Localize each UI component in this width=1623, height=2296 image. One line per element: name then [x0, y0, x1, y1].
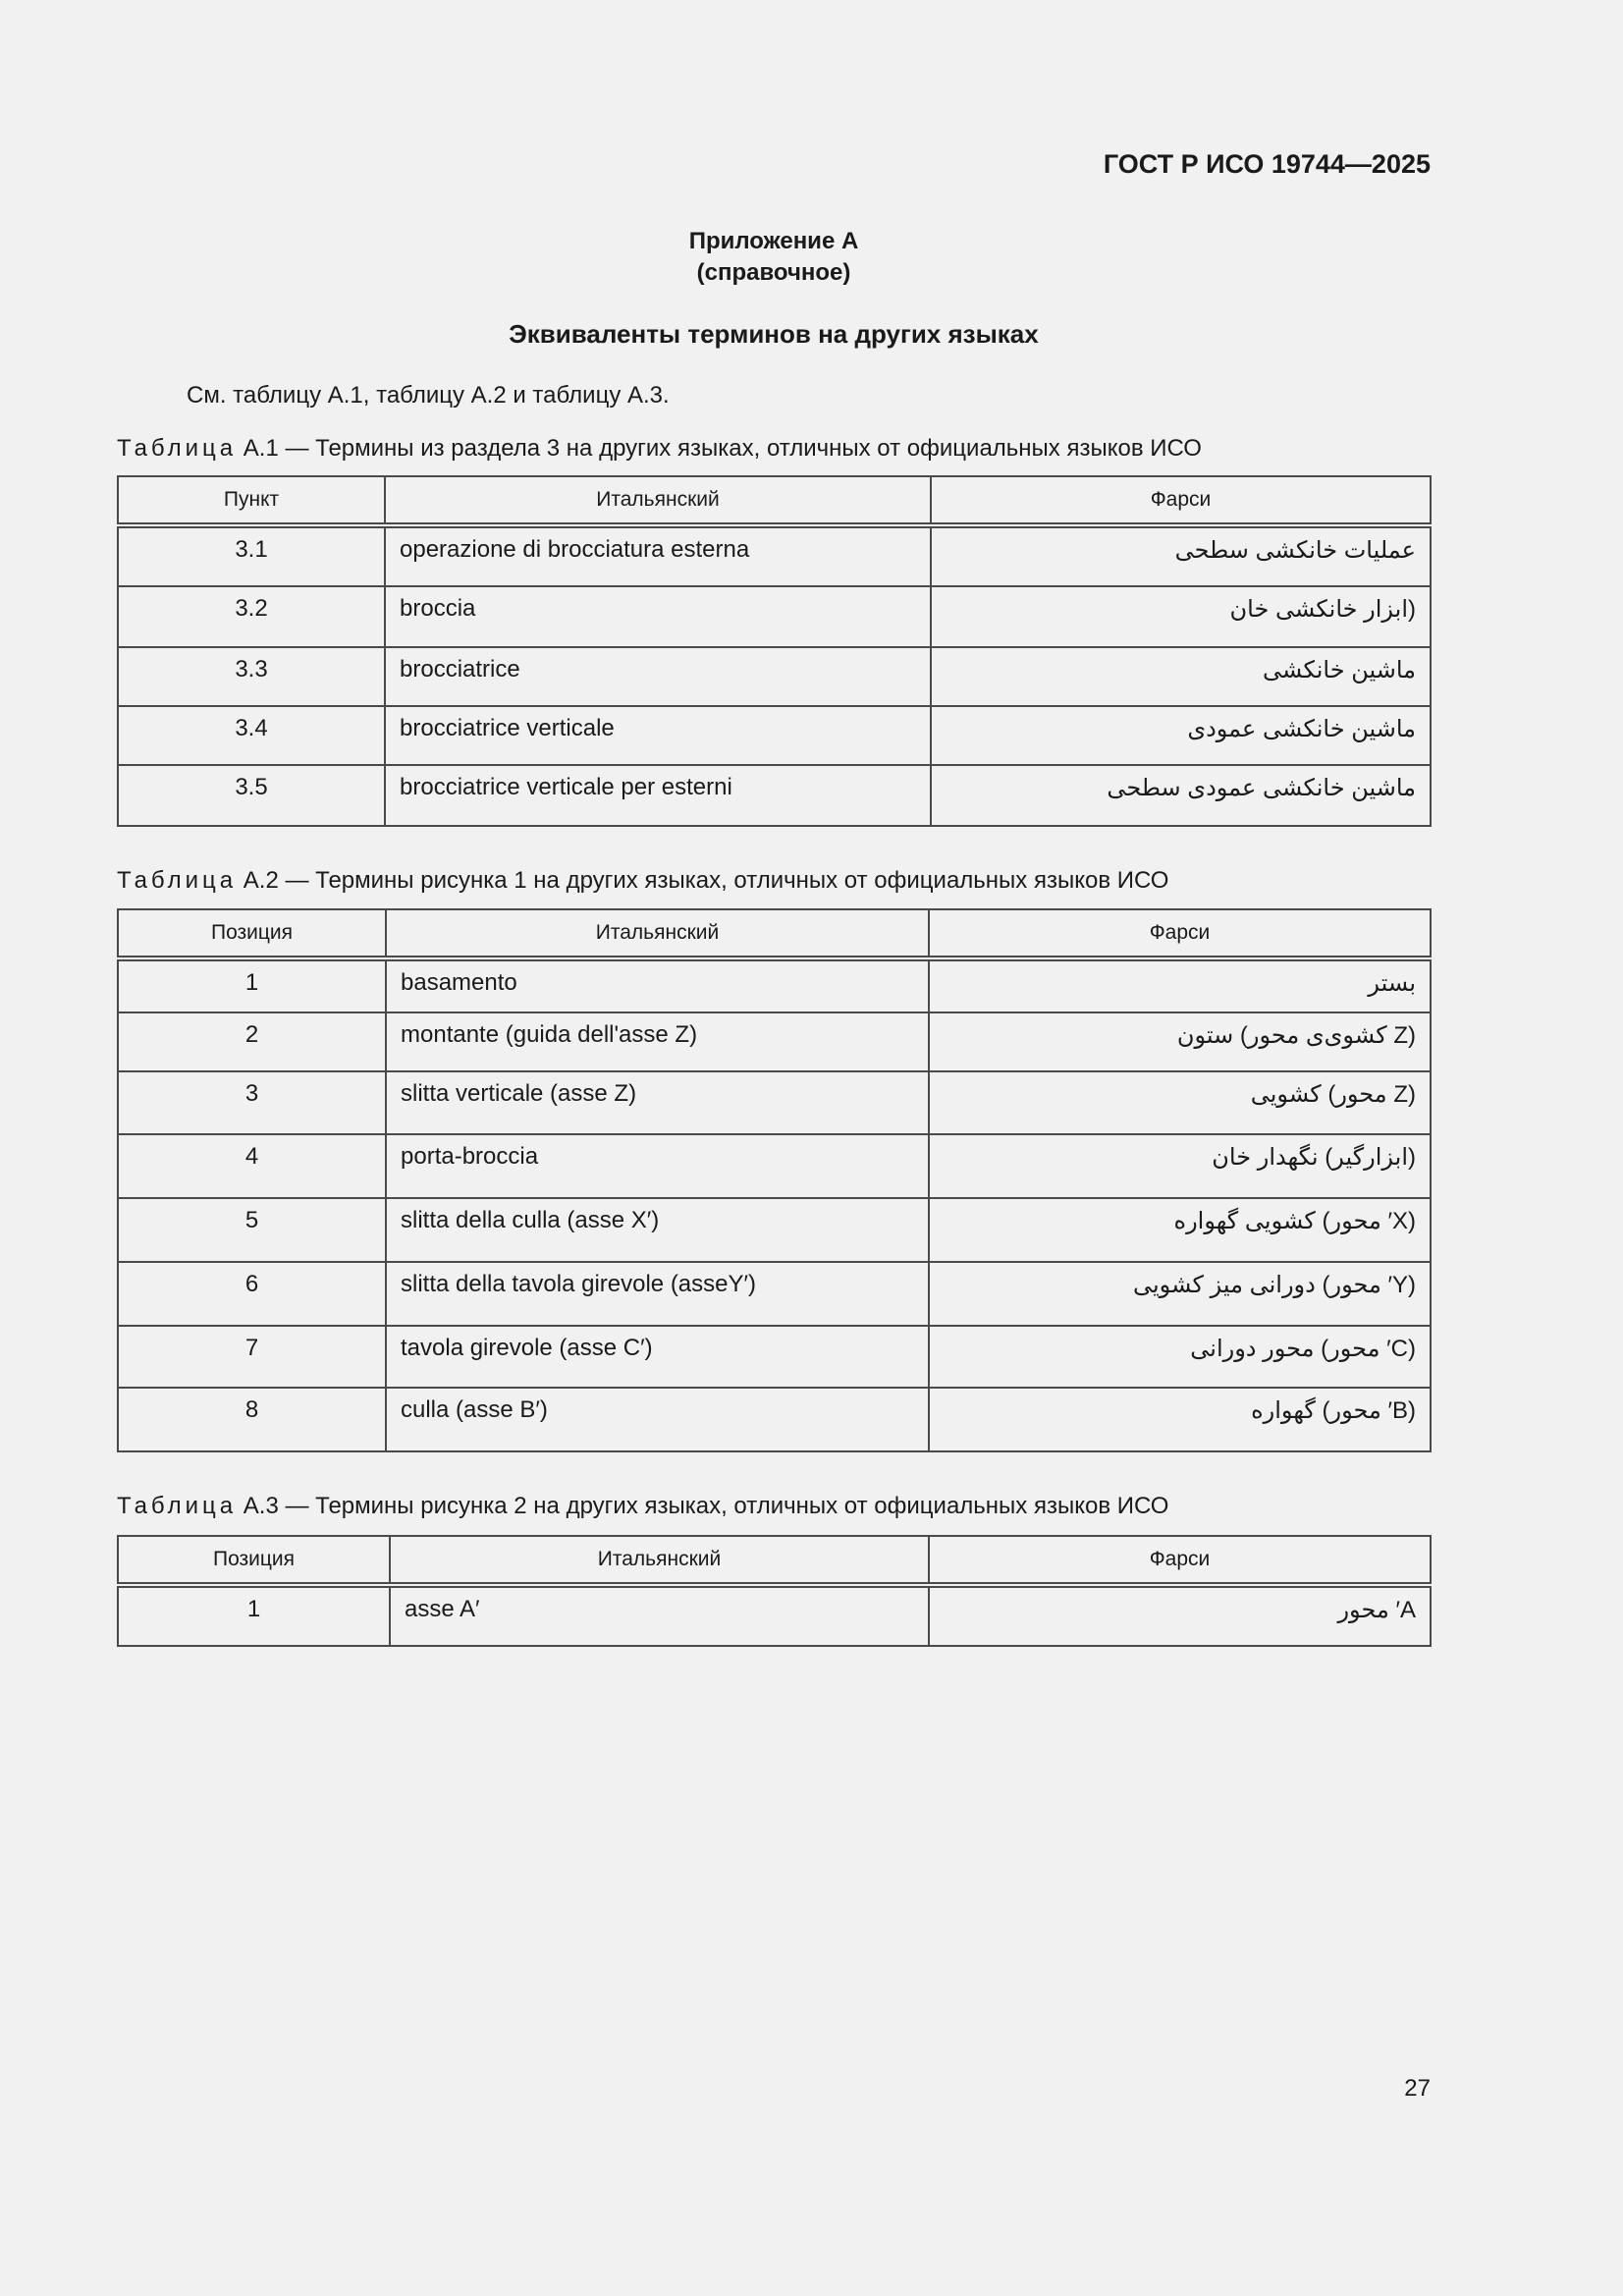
column-header: Итальянский — [390, 1536, 929, 1585]
item-number: 1 — [118, 1585, 390, 1646]
table-row — [118, 1134, 1431, 1198]
farsi-term: عملیات خانکشی سطحی — [931, 525, 1431, 586]
table-row — [118, 647, 1431, 706]
column-header: Пункт — [118, 476, 385, 525]
annex-heading — [0, 226, 1547, 289]
table-a2-caption — [117, 867, 1168, 895]
item-number: 3.4 — [118, 706, 385, 765]
caption-text: А.2 — Термины рисунка 1 на других языках, отличных от официальных языков ИСО — [243, 867, 1169, 894]
farsi-term: ماشین خانکشی — [931, 647, 1431, 706]
table-a3-caption — [117, 1493, 1168, 1520]
column-header: Позиция — [118, 909, 386, 958]
item-number: 8 — [118, 1388, 386, 1451]
table-row — [118, 706, 1431, 765]
page-number: 27 — [1404, 2075, 1431, 2102]
column-header: Итальянский — [386, 909, 929, 958]
table-row — [118, 586, 1431, 647]
italian-term: operazione di brocciatura esterna — [385, 525, 931, 586]
table-a1 — [117, 475, 1432, 827]
caption-label: Таблица — [117, 867, 238, 894]
italian-term: basamento — [386, 958, 929, 1012]
table-row — [118, 1585, 1431, 1646]
item-number: 6 — [118, 1262, 386, 1326]
table-row — [118, 1262, 1431, 1326]
italian-term: broccia — [385, 586, 931, 647]
item-number: 1 — [118, 958, 386, 1012]
caption-label: Таблица — [117, 435, 238, 462]
farsi-term: (ابزارگیر) نگهدار خان — [929, 1134, 1431, 1198]
farsi-term: (ابزار خانکشی خان — [931, 586, 1431, 647]
farsi-term: ماشین خانکشی عمودی — [931, 706, 1431, 765]
farsi-term: (B′ محور) گهواره — [929, 1388, 1431, 1451]
item-number: 2 — [118, 1012, 386, 1071]
item-number: 7 — [118, 1326, 386, 1388]
item-number: 3.2 — [118, 586, 385, 647]
annex-title: Приложение А — [688, 228, 859, 254]
farsi-term: بستر — [929, 958, 1431, 1012]
column-header: Фарси — [929, 909, 1431, 958]
farsi-term: ماشین خانکشی عمودی سطحی — [931, 765, 1431, 826]
italian-term: brocciatrice — [385, 647, 931, 706]
italian-term: asse A′ — [390, 1585, 929, 1646]
caption-label: Таблица — [117, 1493, 238, 1519]
section-title: Эквиваленты терминов на других языках — [509, 319, 1039, 349]
annex-subtitle: (справочное) — [696, 259, 851, 286]
caption-text: А.1 — Термины из раздела 3 на других языках, отличных от официальных языков ИСО — [243, 435, 1202, 462]
table-row — [118, 958, 1431, 1012]
italian-term: tavola girevole (asse C′) — [386, 1326, 929, 1388]
farsi-term: A′ محور — [929, 1585, 1431, 1646]
column-header: Позиция — [118, 1536, 390, 1585]
item-number: 3 — [118, 1071, 386, 1134]
italian-term: slitta della culla (asse X′) — [386, 1198, 929, 1262]
column-header: Фарси — [931, 476, 1431, 525]
table-row — [118, 1071, 1431, 1134]
farsi-term: (C′ محور) محور دورانی — [929, 1326, 1431, 1388]
farsi-term: (Y′ محور) دورانی میز کشویی — [929, 1262, 1431, 1326]
table-row — [118, 1198, 1431, 1262]
table-a1-caption — [117, 435, 1202, 463]
italian-term: porta-broccia — [386, 1134, 929, 1198]
italian-term: slitta della tavola girevole (asseY′) — [386, 1262, 929, 1326]
farsi-term: (X′ محور) کشویی گهواره — [929, 1198, 1431, 1262]
intro-paragraph: См. таблицу А.1, таблицу А.2 и таблицу А.3. — [187, 382, 670, 409]
item-number: 3.3 — [118, 647, 385, 706]
table-row — [118, 1326, 1431, 1388]
table-a2 — [117, 908, 1432, 1452]
farsi-term: (Z کشوی‌ی محور) ستون — [929, 1012, 1431, 1071]
column-header: Фарси — [929, 1536, 1431, 1585]
item-number: 5 — [118, 1198, 386, 1262]
farsi-term: (Z محور) کشویی — [929, 1071, 1431, 1134]
item-number: 3.5 — [118, 765, 385, 826]
column-header: Итальянский — [385, 476, 931, 525]
table-row — [118, 525, 1431, 586]
italian-term: culla (asse B′) — [386, 1388, 929, 1451]
table-row — [118, 765, 1431, 826]
table-row — [118, 1012, 1431, 1071]
table-a3 — [117, 1535, 1432, 1647]
caption-text: А.3 — Термины рисунка 2 на других языках, отличных от официальных языков ИСО — [243, 1493, 1169, 1519]
document-code: ГОСТ Р ИСО 19744—2025 — [1103, 149, 1431, 179]
italian-term: slitta verticale (asse Z) — [386, 1071, 929, 1134]
item-number: 4 — [118, 1134, 386, 1198]
italian-term: brocciatrice verticale per esterni — [385, 765, 931, 826]
italian-term: brocciatrice verticale — [385, 706, 931, 765]
item-number: 3.1 — [118, 525, 385, 586]
table-row — [118, 1388, 1431, 1451]
italian-term: montante (guida dell'asse Z) — [386, 1012, 929, 1071]
